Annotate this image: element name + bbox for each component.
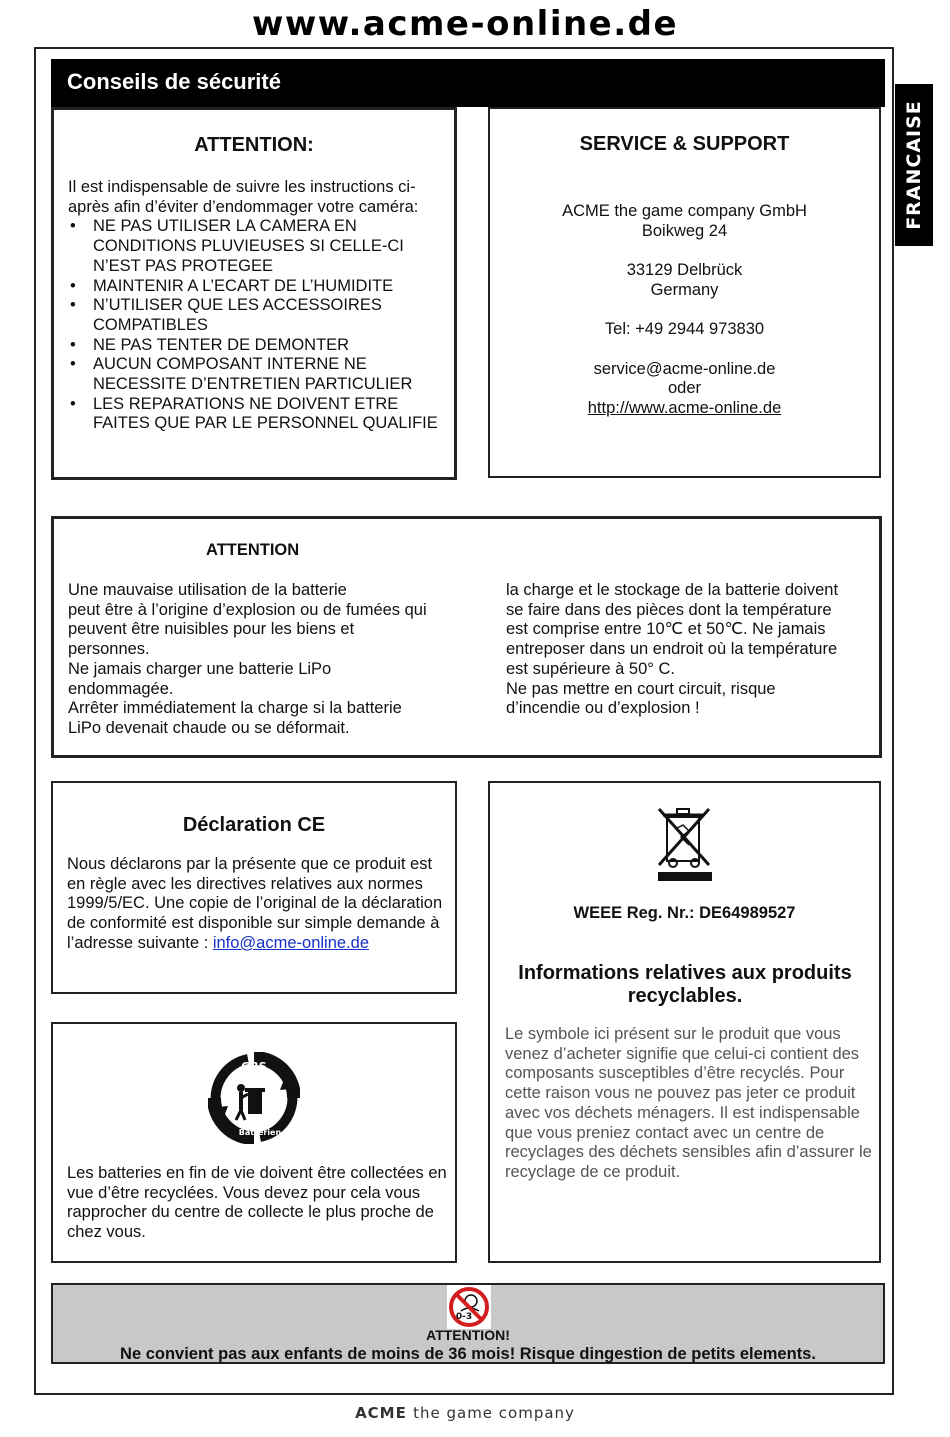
service-box: [488, 107, 881, 478]
attention-heading: ATTENTION:: [194, 134, 314, 156]
language-tab: [895, 84, 933, 246]
battery-right-column: [506, 581, 876, 719]
weee-text: Le symbole ici présent sur le produit que vous venez d’acheter signifie que celui-ci contient des composants susceptibles d’être recyclés. Pour cette raison vous ne pouvez pas jeter ce produit avec vos déchets ménagers. Il est indispensable que vous preniez contact avec un centre de recyclages des déchets sensibles afin d’assurer le recyclage de ce produit.: [505, 1025, 872, 1181]
choking-warning-bar: [51, 1283, 885, 1364]
battery-warning-box: [51, 516, 882, 758]
ce-body: [67, 855, 445, 954]
service-company: ACME the game company GmbH: [562, 202, 807, 220]
service-address: [490, 202, 879, 419]
list-item: • NE PAS UTILISER LA CAMERA EN CONDITIONS PLUVIEUSES SI CELLE-CI N’EST PAS PROTEGEE: [68, 217, 443, 276]
text-line: Une mauvaise utilisation de la batterie: [68, 581, 347, 599]
ce-declaration-box: [51, 781, 457, 994]
service-website-link[interactable]: http://www.acme-online.de: [587, 398, 782, 417]
text-line: peuvent être nuisibles pour les biens et: [68, 620, 355, 639]
service-or: oder: [667, 379, 702, 398]
grs-battery-box: [51, 1022, 457, 1263]
weee-reg-number: WEEE Reg. Nr.: DE64989527: [573, 904, 796, 922]
not-for-children-icon: [447, 1285, 491, 1329]
text-line: Ne pas mettre en court circuit, risque: [506, 679, 776, 698]
ce-heading: Déclaration CE: [182, 814, 326, 836]
attention-intro: Il est indispensable de suivre les instructions ci-après afin d’éviter d’endommager votre caméra:: [68, 178, 419, 216]
text-line: se faire dans des pièces dont la température: [506, 600, 832, 619]
site-url: www.acme-online.de: [251, 4, 679, 44]
grs-recycling-logo: [208, 1052, 300, 1144]
list-item: • NE PAS TENTER DE DEMONTER: [68, 336, 443, 356]
language-tab-label: FRANCAISE: [903, 100, 925, 230]
service-email: service@acme-online.de: [593, 359, 776, 378]
footer-brand: [0, 1404, 930, 1422]
text-line: Arrêter immédiatement la charge si la batterie: [68, 699, 402, 718]
list-item: • LES REPARATIONS NE DOIVENT ETRE FAITES QUE PAR LE PERSONNEL QUALIFIE: [68, 395, 443, 434]
service-city: 33129 Delbrück: [626, 261, 743, 280]
service-heading: SERVICE & SUPPORT: [579, 133, 790, 155]
attention-list: [68, 217, 443, 434]
service-country: Germany: [650, 280, 719, 299]
text-line: est supérieure à 50° C.: [506, 659, 675, 678]
text-line: peut être à l’origine d’explosion ou de fumées qui: [68, 600, 427, 619]
text-line: la charge et le stockage de la batterie doivent: [506, 581, 839, 599]
ce-text: Nous déclarons par la présente que ce produit est en règle avec les directives relatives aux normes 1999/5/EC. Une copie de l’original de la déclaration de conformité est disponible sur simple demande à l’adresse suivante :: [67, 855, 443, 952]
section-banner: Conseils de sécurité: [51, 59, 885, 107]
crossed-bin-icon: [655, 805, 715, 883]
text-line: LiPo devenait chaude ou se déformait.: [68, 718, 350, 737]
text-line: est comprise entre 10℃ et 50℃. Ne jamais: [506, 620, 826, 639]
list-item: • N’UTILISER QUE LES ACCESSOIRES COMPATIBLES: [68, 296, 443, 335]
footer-brand-tagline: the game company: [413, 1404, 575, 1422]
grs-logo-bottom-text: Batterien: [238, 1128, 282, 1137]
battery-heading: ATTENTION: [206, 541, 300, 559]
grs-text: Les batteries en fin de vie doivent être collectées en vue d’être recyclées. Vous devez pour cela vous rapprocher du centre de collecte le plus proche de chez vous.: [67, 1164, 447, 1242]
list-item: • AUCUN COMPOSANT INTERNE NE NECESSITE D’ENTRETIEN PARTICULIER: [68, 355, 443, 394]
text-line: entreposer dans un endroit où la température: [506, 640, 838, 659]
attention-body: [68, 178, 443, 434]
text-line: personnes.: [68, 640, 150, 659]
battery-left-column: [68, 581, 488, 739]
warning-title: ATTENTION!: [426, 1327, 510, 1343]
grs-logo-top-text: GRS: [241, 1060, 267, 1073]
weee-box: [488, 781, 881, 1263]
list-item: • MAINTENIR A L’ECART DE L’HUMIDITE: [68, 277, 443, 297]
service-phone: Tel: +49 2944 973830: [604, 320, 765, 339]
text-line: Ne jamais charger une batterie LiPo: [68, 659, 332, 678]
age-label: 0-3: [455, 1312, 473, 1322]
ce-email-link[interactable]: info@acme-online.de: [212, 933, 369, 952]
footer-brand-name: ACME: [355, 1404, 407, 1422]
text-line: endommagée.: [68, 679, 174, 698]
text-line: d’incendie ou d’explosion !: [506, 699, 700, 718]
attention-box: [51, 107, 457, 480]
service-street: Boikweg 24: [641, 221, 728, 240]
warning-text: Ne convient pas aux enfants de moins de 36 mois! Risque dingestion de petits elements.: [120, 1345, 816, 1363]
weee-heading: Informations relatives aux produits recyclables.: [518, 962, 852, 1007]
